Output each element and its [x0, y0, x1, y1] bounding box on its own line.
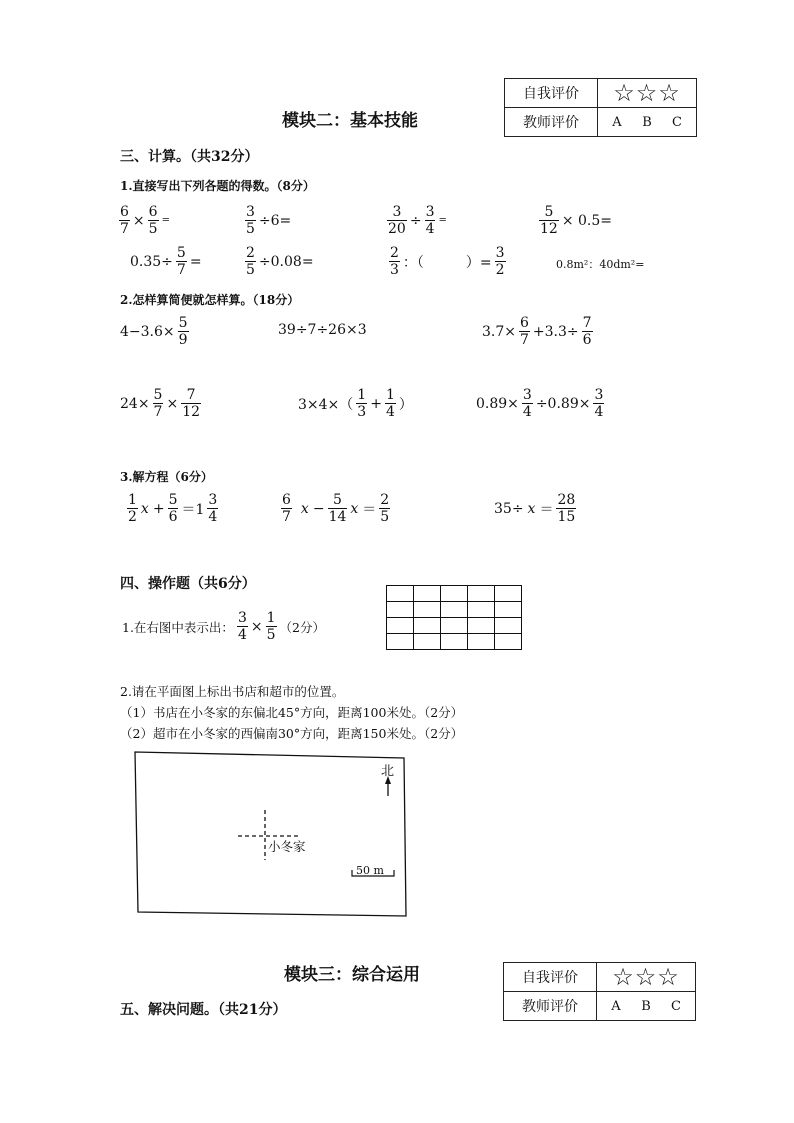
q1-title: 1.直接写出下列各题的得数。（8分） [120, 179, 315, 193]
simplify-item: 3.7× $\frac{6}{7}$ +3.3÷ $\frac{7}{6}$ [482, 315, 592, 349]
op-q2-line2: （2）超市在小冬家的西偏南30°方向，距离150米处。（2分） [120, 726, 464, 741]
position-map[interactable] [130, 748, 412, 920]
grade-c[interactable]: C [671, 998, 681, 1014]
module3-title: 模块三：综合运用 [284, 965, 420, 985]
star-rating-icons[interactable]: ☆☆☆ [598, 79, 697, 108]
module2-title: 模块二：基本技能 [282, 111, 418, 131]
fraction-grid[interactable] [386, 585, 522, 650]
calc-item: 0.8m²：40dm²= [556, 258, 645, 271]
simplify-item: 39÷7÷26×3 [278, 322, 367, 338]
simplify-item: 3×4×（ $\frac{1}{3}$ + $\frac{1}{4}$ ） [298, 387, 413, 421]
op-q2-title: 2.请在平面图上标出书店和超市的位置。 [120, 684, 345, 699]
op-q1: 1.在右图中表示出： $\frac{3}{4}$ × $\frac{1}{5}$ （2分） [122, 610, 325, 644]
q3-title: 3.解方程（6分） [120, 470, 213, 484]
calc-item: $\frac{3}{5}$ ÷6= [246, 204, 292, 238]
grade-a[interactable]: A [612, 114, 622, 130]
module3-evaluation-table [503, 962, 696, 1021]
grade-options[interactable] [598, 108, 697, 137]
north-label: 北 [381, 764, 395, 779]
calc-item: 0.35÷ $\frac{5}{7}$ = [130, 245, 202, 279]
scale-label: 50 m [356, 864, 384, 877]
grade-a[interactable]: A [611, 998, 621, 1014]
simplify-item: 4−3.6× $\frac{5}{9}$ [120, 315, 188, 349]
simplify-item: 0.89× $\frac{3}{4}$ ÷0.89× $\frac{3}{4}$ [476, 387, 604, 421]
calc-item: $\frac{2}{5}$ ÷0.08= [246, 245, 314, 279]
self-eval-label: 自我评价 [504, 963, 597, 992]
grade-options[interactable] [597, 992, 696, 1021]
self-eval-label: 自我评价 [505, 79, 598, 108]
calc-item: $\frac{2}{3}$ ：（ ）= $\frac{3}{2}$ [390, 245, 505, 279]
teacher-eval-label: 教师评价 [504, 992, 597, 1021]
section4-heading: 四、操作题（共6分） [120, 576, 256, 592]
equation-item: 35÷ x ＝ $\frac{28}{15}$ [494, 492, 576, 526]
op-q2-line1: （1）书店在小冬家的东偏北45°方向，距离100米处。（2分） [120, 705, 464, 720]
section5-heading: 五、解决问题。（共21分） [120, 1002, 287, 1018]
simplify-item: 24× $\frac{5}{7}$ × $\frac{7}{12}$ [120, 387, 201, 421]
section3-heading: 三、计算。（共32分） [120, 149, 259, 165]
grade-b[interactable]: B [641, 998, 651, 1014]
equation-item: $\frac{1}{2}$ x + $\frac{5}{6}$ ＝1 $\frac{3}{4}$ [128, 492, 218, 526]
calc-item: $\frac{5}{12}$ × 0.5= [540, 204, 613, 238]
grade-c[interactable]: C [672, 114, 682, 130]
equation-item: $\frac{6}{7}$ x − $\frac{5}{14}$ x ＝ $\frac{2}{5}$ [282, 492, 390, 526]
teacher-eval-label: 教师评价 [505, 108, 598, 137]
home-label: 小冬家 [268, 839, 306, 854]
q2-title: 2.怎样算简便就怎样算。（18分） [120, 293, 300, 307]
calc-item: $\frac{6}{7}$ × $\frac{6}{5}$ = [120, 204, 170, 238]
calc-item: $\frac{3}{20}$ ÷ $\frac{3}{4}$ = [388, 204, 447, 238]
grade-b[interactable]: B [642, 114, 652, 130]
star-rating-icons[interactable]: ☆☆☆ [597, 963, 696, 992]
module2-evaluation-table [504, 78, 697, 137]
